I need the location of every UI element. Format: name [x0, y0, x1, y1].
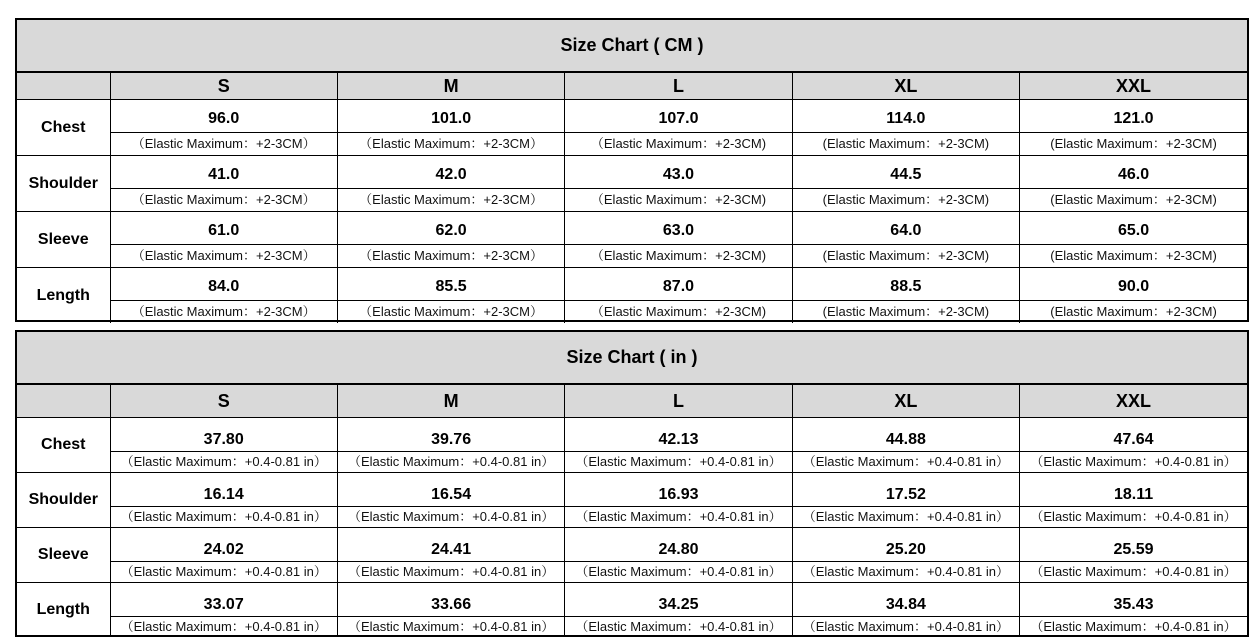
- row-label: Chest: [17, 418, 110, 473]
- measurement-row-sleeve: [17, 212, 1247, 268]
- row-label: Sleeve: [17, 528, 110, 583]
- chart-title: Size Chart ( CM ): [17, 20, 1247, 73]
- measurement-row-length: [17, 268, 1247, 324]
- size-header-m: M: [337, 73, 564, 100]
- elastic-note: （Elastic Maximum：+2-3CM）: [111, 188, 337, 211]
- size-header-l: L: [565, 73, 792, 100]
- measurement-cell: [110, 583, 337, 638]
- measurement-cell: [565, 268, 792, 324]
- measurement-cell: [792, 156, 1019, 212]
- measurement-cell: [337, 528, 564, 583]
- measurement-value: 107.0: [658, 110, 699, 127]
- measurement-cell: [337, 268, 564, 324]
- size-header-s: S: [110, 73, 337, 100]
- size-header-xl: XL: [792, 73, 1019, 100]
- header-corner: [17, 385, 110, 418]
- measurement-cell: [110, 473, 337, 528]
- measurement-value: 42.13: [658, 431, 699, 448]
- measurement-value: 87.0: [662, 278, 695, 295]
- measurement-value: 37.80: [203, 431, 244, 448]
- measurement-row-length: [17, 583, 1247, 638]
- measurement-value: 33.07: [203, 596, 244, 613]
- elastic-note: （Elastic Maximum：+0.4-0.81 in）: [338, 616, 564, 637]
- measurement-value: 18.11: [1113, 486, 1154, 503]
- elastic-note: （Elastic Maximum：+0.4-0.81 in）: [1020, 561, 1247, 582]
- measurement-value: 42.0: [435, 166, 467, 183]
- elastic-note: （Elastic Maximum：+2-3CM）: [338, 132, 564, 155]
- elastic-note: （Elastic Maximum：+0.4-0.81 in）: [565, 561, 791, 582]
- measurement-value: 16.14: [203, 486, 244, 503]
- measurement-value: 17.52: [885, 486, 926, 503]
- measurement-value: 34.84: [885, 596, 926, 613]
- size-header-xxl: XXL: [1020, 385, 1247, 418]
- elastic-note: (Elastic Maximum：+2-3CM): [793, 300, 1019, 323]
- measurement-value: 35.43: [1113, 596, 1154, 613]
- elastic-note: （Elastic Maximum：+0.4-0.81 in）: [111, 506, 337, 527]
- elastic-note: (Elastic Maximum：+2-3CM): [793, 244, 1019, 267]
- elastic-note: (Elastic Maximum：+2-3CM): [1020, 132, 1247, 155]
- measurement-value: 61.0: [208, 222, 240, 239]
- measurement-cell: [565, 418, 792, 473]
- size-header-m: M: [337, 385, 564, 418]
- measurement-cell: [565, 156, 792, 212]
- elastic-note: （Elastic Maximum：+0.4-0.81 in）: [793, 616, 1019, 637]
- measurement-value: 65.0: [1117, 222, 1150, 239]
- elastic-note: （Elastic Maximum：+2-3CM）: [338, 300, 564, 323]
- measurement-cell: [337, 473, 564, 528]
- chart-title: Size Chart ( in ): [17, 332, 1247, 385]
- elastic-note: （Elastic Maximum：+0.4-0.81 in）: [111, 616, 337, 637]
- size-table-in: [17, 385, 1247, 637]
- measurement-cell: [565, 100, 792, 156]
- elastic-note: （Elastic Maximum：+2-3CM）: [111, 244, 337, 267]
- elastic-note: （Elastic Maximum：+0.4-0.81 in）: [1020, 616, 1247, 637]
- measurement-value: 90.0: [1117, 278, 1150, 295]
- measurement-cell: [337, 156, 564, 212]
- measurement-cell: [565, 212, 792, 268]
- size-chart-cm: [15, 18, 1249, 322]
- elastic-note: （Elastic Maximum：+2-3CM): [565, 188, 791, 211]
- measurement-value: 88.5: [890, 278, 922, 295]
- measurement-cell: [337, 418, 564, 473]
- measurement-cell: [792, 418, 1019, 473]
- measurement-value: 44.5: [890, 166, 922, 183]
- measurement-value: 25.20: [885, 541, 926, 558]
- elastic-note: （Elastic Maximum：+2-3CM）: [338, 188, 564, 211]
- elastic-note: （Elastic Maximum：+0.4-0.81 in）: [111, 451, 337, 472]
- elastic-note: （Elastic Maximum：+2-3CM）: [111, 132, 337, 155]
- measurement-value: 62.0: [435, 222, 467, 239]
- row-label: Sleeve: [17, 212, 110, 268]
- measurement-value: 41.0: [208, 166, 240, 183]
- measurement-cell: [1020, 473, 1247, 528]
- measurement-value: 16.93: [658, 486, 699, 503]
- measurement-value: 101.0: [431, 110, 472, 127]
- elastic-note: （Elastic Maximum：+0.4-0.81 in）: [338, 451, 564, 472]
- measurement-value: 39.76: [431, 431, 472, 448]
- measurement-cell: [337, 212, 564, 268]
- measurement-value: 114.0: [886, 110, 926, 127]
- size-header-row: [17, 385, 1247, 418]
- size-header-l: L: [565, 385, 792, 418]
- measurement-cell: [337, 100, 564, 156]
- measurement-cell: [110, 528, 337, 583]
- elastic-note: (Elastic Maximum：+2-3CM): [793, 188, 1019, 211]
- measurement-value: 96.0: [208, 110, 240, 127]
- measurement-value: 84.0: [208, 278, 240, 295]
- size-header-xl: XL: [792, 385, 1019, 418]
- measurement-rows: [17, 100, 1247, 324]
- elastic-note: （Elastic Maximum：+2-3CM): [565, 244, 791, 267]
- measurement-value: 16.54: [431, 486, 472, 503]
- elastic-note: (Elastic Maximum：+2-3CM): [1020, 300, 1247, 323]
- measurement-cell: [337, 583, 564, 638]
- measurement-row-shoulder: [17, 156, 1247, 212]
- measurement-cell: [1020, 212, 1247, 268]
- elastic-note: (Elastic Maximum：+2-3CM): [1020, 188, 1247, 211]
- measurement-cell: [792, 212, 1019, 268]
- measurement-rows: [17, 418, 1247, 638]
- measurement-cell: [110, 212, 337, 268]
- elastic-note: （Elastic Maximum：+0.4-0.81 in）: [1020, 506, 1247, 527]
- elastic-note: （Elastic Maximum：+0.4-0.81 in）: [338, 561, 564, 582]
- measurement-cell: [792, 583, 1019, 638]
- elastic-note: （Elastic Maximum：+0.4-0.81 in）: [338, 506, 564, 527]
- measurement-value: 24.80: [658, 541, 699, 558]
- measurement-cell: [1020, 100, 1247, 156]
- measurement-value: 46.0: [1117, 166, 1150, 183]
- measurement-value: 85.5: [435, 278, 467, 295]
- measurement-cell: [1020, 583, 1247, 638]
- measurement-cell: [565, 473, 792, 528]
- size-header-row: [17, 73, 1247, 100]
- size-chart-in: [15, 330, 1249, 637]
- measurement-cell: [110, 268, 337, 324]
- measurement-cell: [1020, 528, 1247, 583]
- measurement-value: 43.0: [662, 166, 695, 183]
- elastic-note: （Elastic Maximum：+0.4-0.81 in）: [565, 616, 791, 637]
- elastic-note: （Elastic Maximum：+2-3CM): [565, 132, 791, 155]
- elastic-note: (Elastic Maximum：+2-3CM): [1020, 244, 1247, 267]
- measurement-value: 25.59: [1113, 541, 1154, 558]
- row-label: Shoulder: [17, 473, 110, 528]
- elastic-note: （Elastic Maximum：+2-3CM）: [111, 300, 337, 323]
- row-label: Chest: [17, 100, 110, 156]
- measurement-row-sleeve: [17, 528, 1247, 583]
- measurement-value: 34.25: [658, 596, 699, 613]
- size-table-cm: [17, 73, 1247, 323]
- measurement-cell: [792, 473, 1019, 528]
- measurement-cell: [792, 100, 1019, 156]
- elastic-note: （Elastic Maximum：+0.4-0.81 in）: [793, 561, 1019, 582]
- measurement-value: 24.02: [203, 541, 244, 558]
- elastic-note: （Elastic Maximum：+0.4-0.81 in）: [793, 506, 1019, 527]
- row-label: Length: [36, 286, 90, 304]
- measurement-cell: [565, 528, 792, 583]
- size-header-xxl: XXL: [1020, 73, 1247, 100]
- measurement-value: 64.0: [890, 222, 922, 239]
- measurement-cell: [565, 583, 792, 638]
- measurement-cell: [1020, 156, 1247, 212]
- elastic-note: （Elastic Maximum：+0.4-0.81 in）: [793, 451, 1019, 472]
- measurement-cell: [1020, 268, 1247, 324]
- measurement-value: 44.88: [885, 431, 926, 448]
- size-header-s: S: [110, 385, 337, 418]
- measurement-value: 24.41: [431, 541, 472, 558]
- elastic-note: (Elastic Maximum：+2-3CM): [793, 132, 1019, 155]
- measurement-cell: [792, 528, 1019, 583]
- measurement-cell: [110, 418, 337, 473]
- header-corner: [17, 73, 110, 100]
- elastic-note: （Elastic Maximum：+0.4-0.81 in）: [565, 506, 791, 527]
- elastic-note: （Elastic Maximum：+0.4-0.81 in）: [1020, 451, 1247, 472]
- row-label: Shoulder: [17, 156, 110, 212]
- elastic-note: （Elastic Maximum：+0.4-0.81 in）: [111, 561, 337, 582]
- measurement-row-chest: [17, 418, 1247, 473]
- measurement-cell: [1020, 418, 1247, 473]
- row-label: Length: [36, 601, 90, 618]
- measurement-cell: [792, 268, 1019, 324]
- measurement-value: 121.0: [1113, 110, 1154, 127]
- measurement-row-chest: [17, 100, 1247, 156]
- measurement-cell: [110, 156, 337, 212]
- measurement-value: 47.64: [1113, 431, 1154, 448]
- measurement-value: 63.0: [662, 222, 695, 239]
- measurement-value: 33.66: [431, 596, 472, 613]
- elastic-note: （Elastic Maximum：+2-3CM): [565, 300, 791, 323]
- measurement-row-shoulder: [17, 473, 1247, 528]
- elastic-note: （Elastic Maximum：+2-3CM）: [338, 244, 564, 267]
- elastic-note: （Elastic Maximum：+0.4-0.81 in）: [565, 451, 791, 472]
- measurement-cell: [110, 100, 337, 156]
